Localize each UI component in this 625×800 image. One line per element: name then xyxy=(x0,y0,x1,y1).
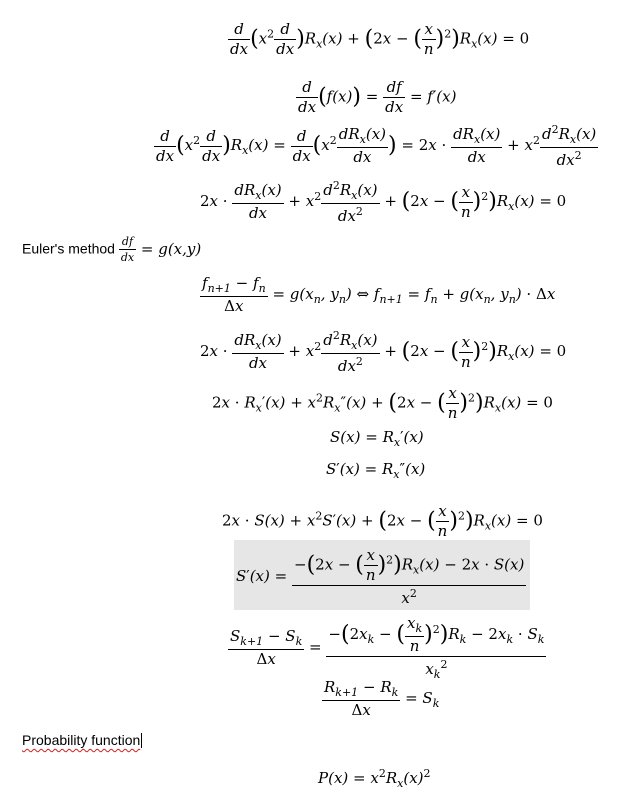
equation-discrete-s-update: $\frac{S_{k+1} - S_k}{\Delta x}$ = $-(2x_k$ − ( $\frac{x_k}{n}$ )$^2)R_k - 2x_k \cdot S_k$ $x_k^2$ xyxy=(230,614,545,681)
equation-first-order-system: $2x \cdot S(x) + x^2S'(x) + (2x$ − ( $\frac{x}{n}$ )$^2)R_x(x) = 0$ xyxy=(222,502,543,540)
equation-substitution-s: $S(x) = R_x'(x)$ xyxy=(330,428,424,449)
equation-probability: $P(x) = x^2R_x(x)^2$ xyxy=(318,767,431,790)
equation-substitution-s-prime: $S'(x) = R_x''(x)$ xyxy=(326,460,426,481)
equation-derivative-definition: $\frac{d}{dx}$ (f(x)) = $\frac{df}{dx}$ = f′(x) xyxy=(298,78,457,116)
equation-prime-notation: $2x \cdot R_x'(x) + x^2R_x''(x) + (2x$ − ( $\frac{x}{n}$ )$^2)R_x(x) = 0$ xyxy=(212,384,553,422)
text-cursor xyxy=(141,733,142,748)
probability-function-label[interactable] xyxy=(22,732,142,748)
euler-method-text: Euler's method xyxy=(22,240,115,257)
equation-s-prime-solved: S′(x) = −(2x − ( $\frac{x}{n}$ )$^2)R_x(x) - 2x \cdot S(x)$ $x^2$ xyxy=(236,546,525,607)
equation-euler-step: $\frac{f_{n+1} - f_n}{\Delta x}$ = $g(x_n$, $y_n$) ⇔ $f_{n+1} = f_n + g(x_n$, $y_n) \cdot \Delta x$ xyxy=(202,274,556,315)
equation-expanded-ode-repeat: 2x · $\frac{dR_x(x)}{dx}$ + $x^2$ $\frac{d^2R_x(x)}{dx^2}$ + (2x − ( $\frac{x}{n}$ )$^2)R_x(x) = 0$ xyxy=(200,329,567,375)
equation-discrete-r-update: $\frac{R_{k+1} - R_k}{\Delta x}$ = $S_k$ xyxy=(324,678,440,719)
equation-euler-general: $\frac{df}{dx}$ = g(x,y) xyxy=(120,235,202,264)
equation-expanded-ode: 2x · $\frac{dR_x(x)}{dx}$ + $x^2$ $\frac{d^2R_x(x)}{dx^2}$ + (2x − ( $\frac{x}{n}$ )$^2)R_x(x) = 0$ xyxy=(200,179,567,225)
euler-method-label xyxy=(22,236,201,263)
probability-function-text: Probability function xyxy=(22,732,141,748)
equation-product-rule: $\frac{d}{dx}$ ($x^2$ $\frac{d}{dx}$ )$R_x(x)$ = $\frac{d}{dx}$ ($x^2$ $\frac{dR_x(x)}{dx}$ ) = 2x · $\frac{dR_x(x)}{dx}$ + $x^2$ $\frac{d^2R_x(x)}{dx^2}$ xyxy=(156,123,597,169)
equation-radial-ode: $\frac{d}{dx}$ ($x^2$ $\frac{d}{dx}$ )$R_x(x) + (2x$ − ( $\frac{x}{n}$ )$^2)R_x(x) = 0$ xyxy=(230,20,530,58)
